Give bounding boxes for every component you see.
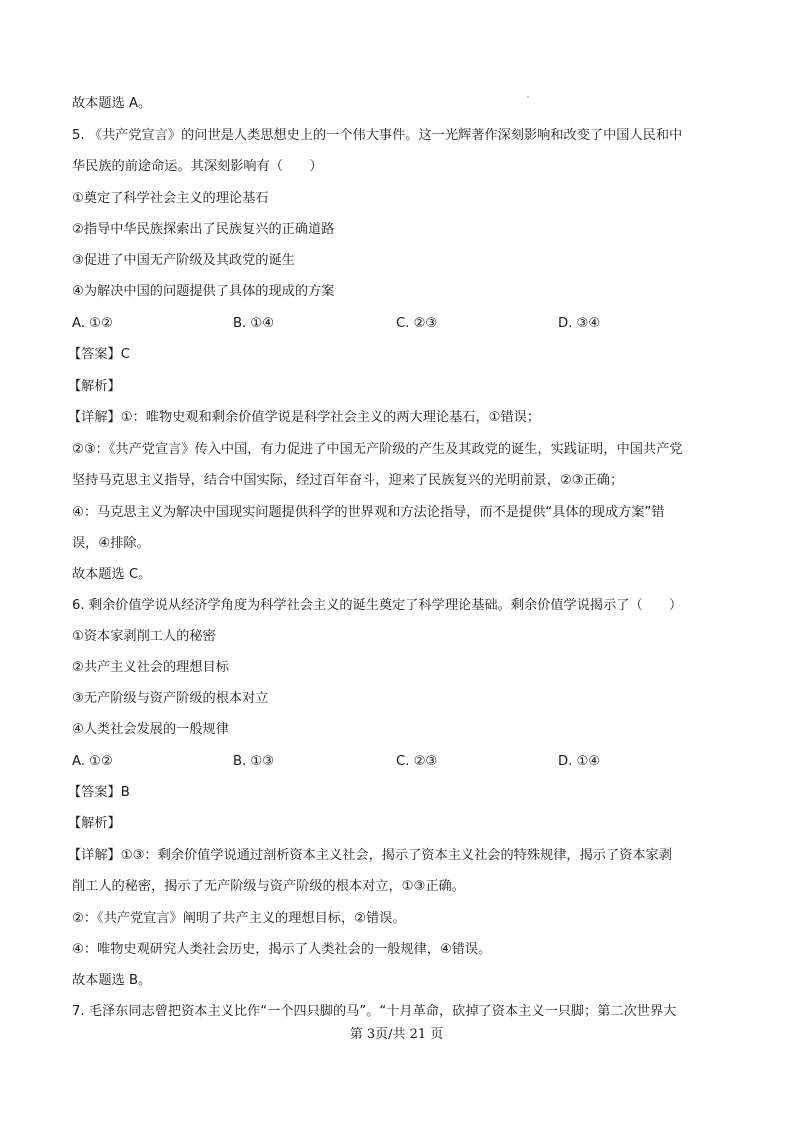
q5-detail-line1: 【详解】①：唯物史观和剩余价值学说是科学社会主义的两大理论基石，①错误； bbox=[68, 410, 541, 425]
q6-detail-line3: ②：《共产党宣言》阐明了共产主义的理想目标，②错误。 bbox=[72, 911, 406, 926]
q6-detail-line4: ④：唯物史观研究人类社会历史，揭示了人类社会的一般规律，④错误。 bbox=[72, 942, 492, 957]
q6-stem-line1: 6. 剩余价值学说从经济学角度为科学社会主义的诞生奠定了科学理论基础。剩余价值学说揭示了（ ） bbox=[72, 598, 683, 613]
q7-stem-line1: 7. 毛泽东同志曾把资本主义比作“一个四只脚的马”。“十月革命，砍掉了资本主义一只脚；第二次世界大 bbox=[72, 1004, 677, 1019]
q6-statement-2: ②共产主义社会的理想目标 bbox=[72, 660, 229, 675]
q5-conclusion: 故本题选 C。 bbox=[72, 567, 152, 582]
page-footer: 第 3页/共 21 页 bbox=[349, 1027, 444, 1042]
q5-statement-1: ①奠定了科学社会主义的理论基石 bbox=[72, 191, 269, 206]
q5-stem-line1: 5. 《共产党宣言》的问世是人类思想史上的一个伟大事件。这一光辉著作深刻影响和改变了中国人民和中 bbox=[72, 128, 683, 143]
q5-stem-line2: 华民族的前途命运。其深刻影响有（ ） bbox=[72, 159, 323, 174]
q6-answer: 【答案】B bbox=[68, 785, 130, 800]
q6-detail-line2: 削工人的秘密，揭示了无产阶级与资产阶级的根本对立，①③正确。 bbox=[72, 879, 465, 894]
q5-option-c: C. ②③ bbox=[396, 316, 438, 331]
q6-detail-line1: 【详解】①③：剩余价值学说通过剖析资本主义社会，揭示了资本主义社会的特殊规律，揭示了资本家剥 bbox=[68, 848, 672, 863]
q6-option-c: C. ②③ bbox=[396, 754, 438, 769]
q5-statement-3: ③促进了中国无产阶级及其政党的诞生 bbox=[72, 253, 295, 268]
q5-detail-line3: 坚持马克思主义指导，结合中国实际，经过百年奋斗，迎来了民族复兴的光明前景，②③正确； bbox=[72, 473, 624, 488]
q6-option-a: A. ①② bbox=[72, 754, 113, 769]
q5-detail-line5: 误，④排除。 bbox=[72, 536, 150, 551]
q4-conclusion: 故本题选 A。 bbox=[72, 96, 152, 111]
q6-statement-4: ④人类社会发展的一般规律 bbox=[72, 722, 229, 737]
scan-speck bbox=[527, 96, 529, 98]
q5-option-b: B. ①④ bbox=[233, 316, 275, 331]
q5-statement-2: ②指导中华民族探索出了民族复兴的正确道路 bbox=[72, 222, 335, 237]
q6-statement-3: ③无产阶级与资产阶级的根本对立 bbox=[72, 691, 269, 706]
q5-detail-line2: ②③：《共产党宣言》传入中国，有力促进了中国无产阶级的产生及其政党的诞生，实践证明，中国共产党 bbox=[72, 442, 683, 457]
q5-statement-4: ④为解决中国的问题提供了具体的现成的方案 bbox=[72, 284, 335, 299]
q5-detail-line4: ④：马克思主义为解决中国现实问题提供科学的世界观和方法论指导，而不是提供“具体的现成方案”错 bbox=[72, 505, 665, 520]
q5-option-d: D. ③④ bbox=[558, 316, 601, 331]
q6-analysis-heading: 【解析】 bbox=[68, 816, 121, 831]
q6-conclusion: 故本题选 B。 bbox=[72, 973, 152, 988]
q5-analysis-heading: 【解析】 bbox=[68, 379, 121, 394]
q5-answer: 【答案】C bbox=[68, 347, 130, 362]
q6-statement-1: ①资本家剥削工人的秘密 bbox=[72, 629, 216, 644]
q6-option-b: B. ①③ bbox=[233, 754, 275, 769]
q5-option-a: A. ①② bbox=[72, 316, 113, 331]
q6-option-d: D. ①④ bbox=[558, 754, 601, 769]
